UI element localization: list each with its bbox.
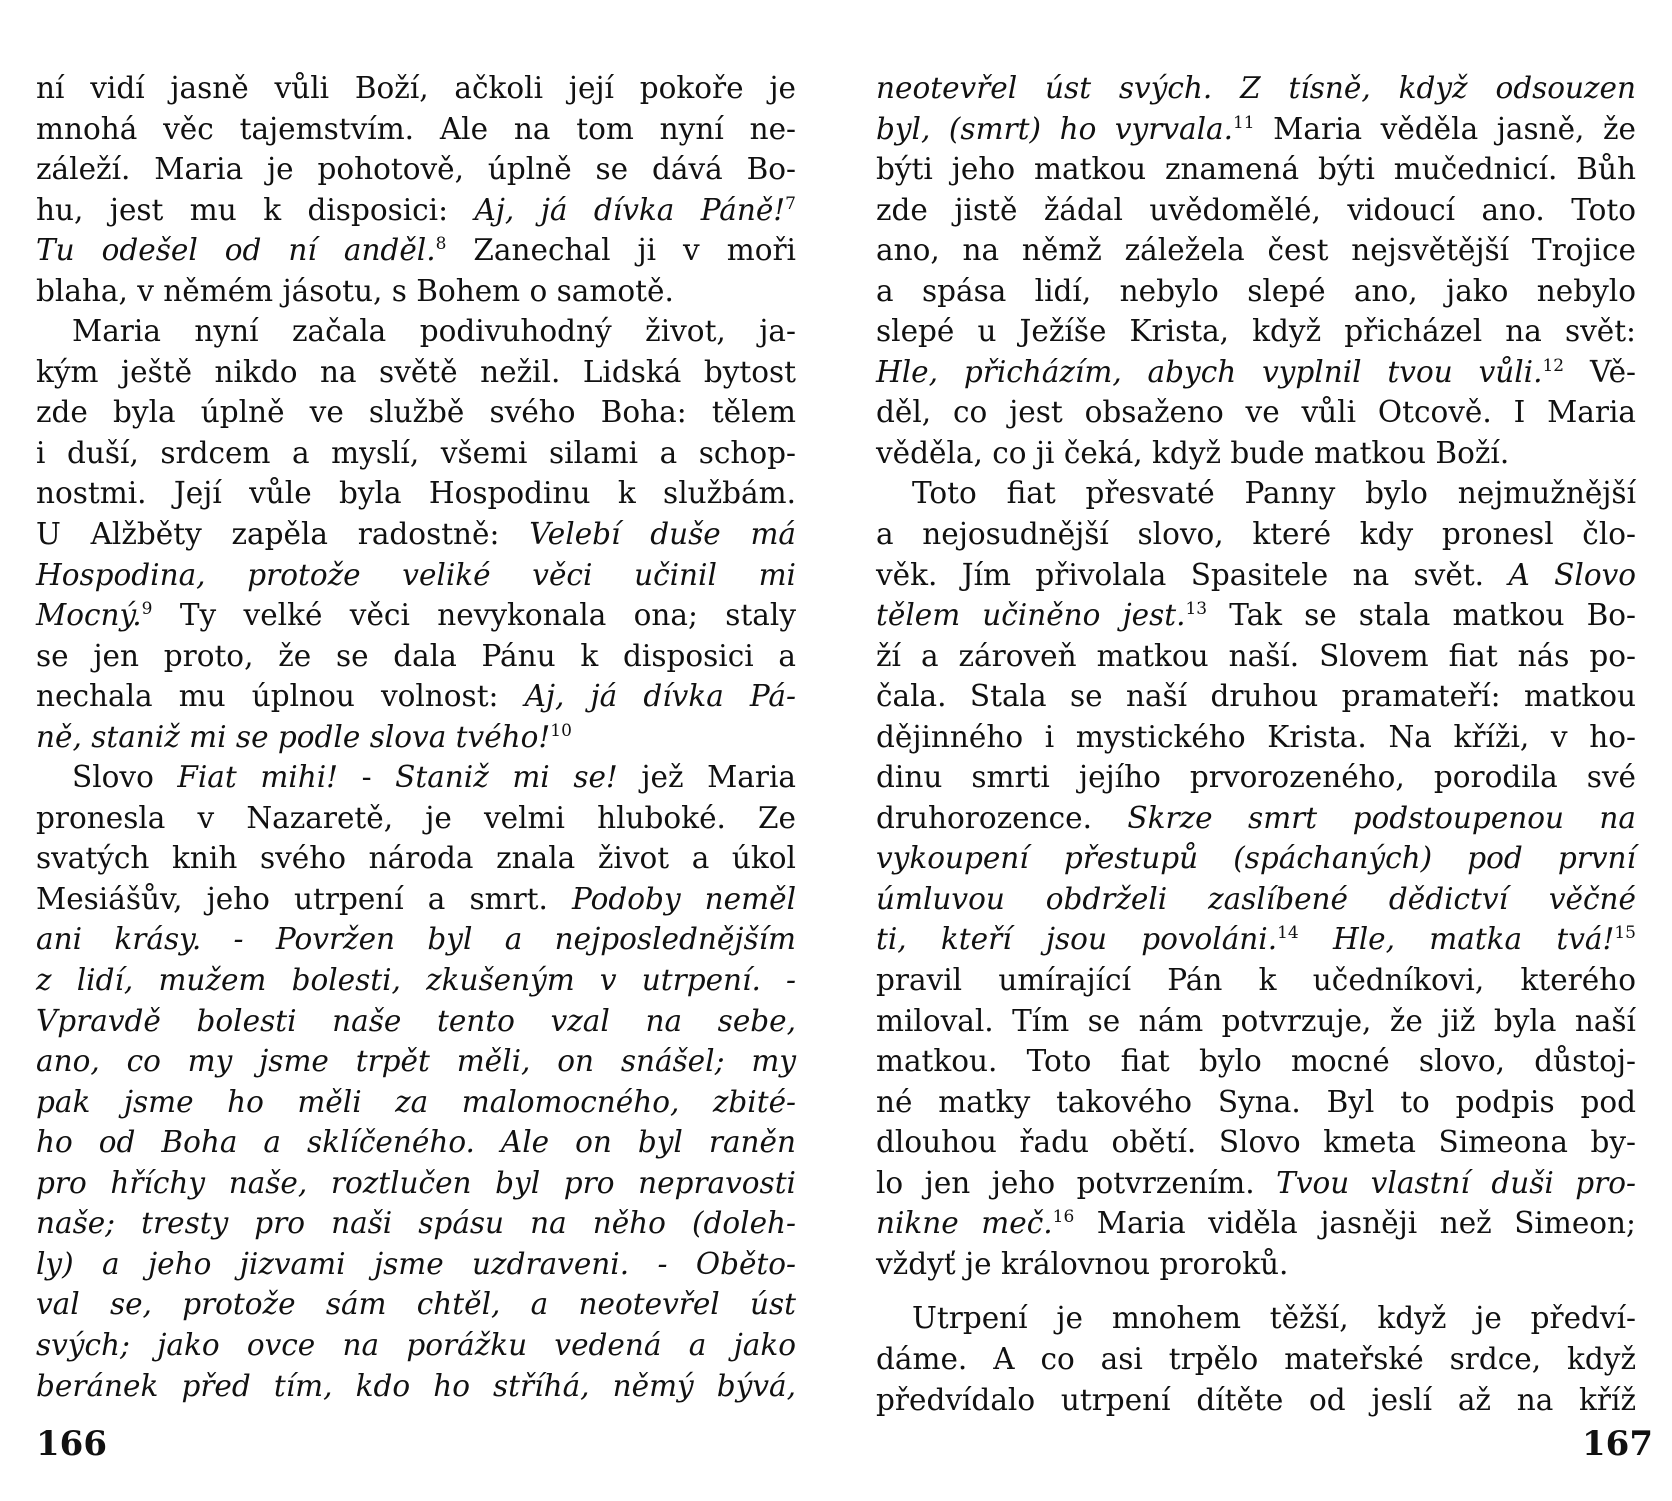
italic-quote: Fiat mihi! bbox=[177, 760, 339, 795]
italic-quote: z lidí, mužem bolesti, zkušeným v utrpení. - bbox=[36, 963, 796, 998]
text-line bbox=[36, 1122, 796, 1163]
text-line bbox=[876, 271, 1636, 312]
text-line bbox=[876, 514, 1636, 555]
page-number-left: 166 bbox=[36, 1424, 107, 1464]
text-run: se jen proto, že se dala Pánu k disposici a bbox=[36, 638, 796, 673]
italic-quote: naše; tresty pro naši spásu na něho (doleh- bbox=[36, 1206, 796, 1241]
footnote-marker: 7 bbox=[785, 193, 796, 214]
text-line bbox=[876, 68, 1636, 109]
text-line bbox=[36, 230, 796, 271]
text-line bbox=[36, 676, 796, 717]
text-line bbox=[36, 433, 796, 474]
text-line bbox=[876, 1380, 1636, 1421]
text-line bbox=[876, 190, 1636, 231]
text-line bbox=[876, 433, 1636, 474]
italic-quote: Staniž mi se! bbox=[395, 760, 618, 795]
text-run: předvídalo utrpení dítěte od jeslí až na kříž bbox=[876, 1382, 1636, 1417]
text-line bbox=[876, 676, 1636, 717]
text-line bbox=[876, 919, 1636, 960]
text-line bbox=[876, 149, 1636, 190]
text-line bbox=[36, 149, 796, 190]
italic-quote: Hle, matka tvá! bbox=[1333, 922, 1615, 957]
footnote-marker: 9 bbox=[141, 599, 153, 620]
italic-quote: pak jsme ho měli za malomocného, zbité- bbox=[36, 1084, 796, 1119]
text-line bbox=[36, 311, 796, 352]
footnote-marker: 13 bbox=[1185, 599, 1208, 620]
italic-quote: svých; jako ovce na porážku vedená a jako bbox=[36, 1327, 796, 1362]
italic-quote: val se, protože sám chtěl, a neotevřel úst bbox=[36, 1287, 796, 1322]
text-run: Slovo bbox=[72, 760, 178, 795]
footnote-marker: 16 bbox=[1052, 1207, 1075, 1228]
italic-quote: tělem učiněno jest. bbox=[876, 598, 1186, 633]
italic-quote: úmluvou obdrželi zaslíbené dědictví věčné bbox=[876, 881, 1636, 916]
italic-quote: nikne meč. bbox=[876, 1206, 1053, 1241]
text-run: a spása lidí, nebylo slepé ano, jako nebylo bbox=[876, 273, 1636, 308]
text-line bbox=[876, 1244, 1636, 1285]
text-run: dáme. A co asi trpělo mateřské srdce, když bbox=[876, 1341, 1636, 1376]
right-page-body bbox=[876, 68, 1636, 1420]
text-line bbox=[876, 230, 1636, 271]
italic-quote: Aj, já dívka Pá- bbox=[524, 679, 796, 714]
text-line bbox=[36, 1041, 796, 1082]
italic-quote: Velebí duše má bbox=[529, 517, 796, 552]
text-run: lo jen jeho potvrzením. bbox=[876, 1165, 1277, 1200]
text-run: Tak se stala matkou Bo- bbox=[1207, 598, 1636, 633]
italic-quote: pro hříchy naše, roztlučen byl pro nepravosti bbox=[36, 1165, 796, 1200]
text-run: Maria věděla jasně, že bbox=[1254, 111, 1636, 146]
text-run: dlouhou řadu obětí. Slovo kmeta Simeona by- bbox=[876, 1125, 1636, 1160]
text-run: Utrpení je mnohem těžší, když je předví- bbox=[912, 1301, 1636, 1336]
text-run: Zanechal ji v moři bbox=[446, 233, 796, 268]
italic-quote: neotevřel úst svých. Z tísně, když odsouzen bbox=[876, 71, 1636, 105]
text-run: ano, na němž záležela čest nejsvětější Trojice bbox=[876, 233, 1636, 268]
text-run: i duší, srdcem a myslí, všemi silami a schop- bbox=[36, 435, 796, 470]
text-run: Mesiášův, jeho utrpení a smrt. bbox=[36, 881, 572, 916]
italic-quote: Tvou vlastní duši pro- bbox=[1276, 1165, 1636, 1200]
text-line bbox=[876, 717, 1636, 758]
italic-quote: ho od Boha a sklíčeného. Ale on byl raněn bbox=[36, 1125, 796, 1160]
italic-quote: ani krásy. - Povržen byl a nejposlednějším bbox=[36, 922, 796, 957]
text-run: děl, co jest obsaženo ve vůli Otcově. I Maria bbox=[876, 395, 1636, 430]
text-run: dějinného i mystického Krista. Na kříži, v ho- bbox=[876, 719, 1636, 754]
text-run: nostmi. Její vůle byla Hospodinu k službám. bbox=[36, 476, 796, 511]
text-run: záleží. Maria je pohotově, úplně se dává Bo- bbox=[36, 152, 796, 187]
footnote-marker: 10 bbox=[550, 720, 572, 741]
text-run: nechala mu úplnou volnost: bbox=[36, 679, 525, 714]
italic-quote: ně, staniž mi se podle slova tvého! bbox=[36, 719, 551, 754]
text-run: hu, jest mu k disposici: bbox=[36, 192, 475, 227]
text-run: druhorozence. bbox=[876, 800, 1128, 835]
footnote-marker: 8 bbox=[435, 234, 447, 255]
text-run: kým ještě nikdo na světě nežil. Lidská bytost bbox=[36, 354, 796, 389]
text-run: pronesla v Nazaretě, je velmi hluboké. Ze bbox=[36, 800, 796, 835]
text-run: zde byla úplně ve službě svého Boha: tělem bbox=[36, 395, 796, 430]
text-line bbox=[36, 1082, 796, 1123]
text-line bbox=[876, 1339, 1636, 1380]
text-run: věk. Jím přivolala Spasitele na svět. bbox=[876, 557, 1509, 592]
italic-quote: ano, co my jsme trpět měli, on snášel; my bbox=[36, 1044, 796, 1079]
text-run: věděla, co ji čeká, když bude matkou Boží. bbox=[876, 435, 1510, 470]
text-line bbox=[36, 1366, 796, 1407]
text-line bbox=[876, 109, 1636, 150]
text-run: pravil umírající Pán k učedníkovi, kterého bbox=[876, 963, 1636, 998]
text-line bbox=[876, 392, 1636, 433]
italic-quote: byl, (smrt) ho vyrvala. bbox=[876, 111, 1233, 146]
text-line bbox=[36, 595, 796, 636]
text-run: vždyť je královnou proroků. bbox=[876, 1246, 1289, 1281]
text-line bbox=[876, 1041, 1636, 1082]
text-line bbox=[876, 595, 1636, 636]
text-run: zde jistě žádal uvědomělé, vidoucí ano. Toto bbox=[876, 192, 1636, 227]
text-run: čala. Stala se naší druhou pramateří: matkou bbox=[876, 679, 1636, 714]
text-line bbox=[36, 1203, 796, 1244]
text-line bbox=[36, 271, 796, 312]
text-line bbox=[876, 311, 1636, 352]
text-line bbox=[876, 1082, 1636, 1123]
text-line bbox=[36, 879, 796, 920]
text-line bbox=[876, 757, 1636, 798]
text-run: mnohá věc tajemstvím. Ale na tom nyní ne- bbox=[36, 111, 796, 146]
text-run bbox=[1299, 922, 1333, 956]
text-line bbox=[876, 1298, 1636, 1339]
text-line bbox=[876, 798, 1636, 839]
text-line bbox=[36, 352, 796, 393]
text-run: a nejosudnější slovo, které kdy pronesl člo- bbox=[876, 517, 1636, 552]
footnote-marker: 14 bbox=[1277, 923, 1299, 944]
text-line bbox=[36, 636, 796, 677]
left-page-body bbox=[36, 68, 796, 1406]
text-run: jež Maria bbox=[617, 760, 796, 795]
text-line bbox=[36, 1001, 796, 1042]
text-run: Maria viděla jasněji než Simeon; bbox=[1074, 1206, 1636, 1241]
text-line bbox=[36, 1244, 796, 1285]
text-line bbox=[36, 392, 796, 433]
italic-quote: vykoupení přestupů (spáchaných) pod první bbox=[876, 841, 1636, 876]
text-line bbox=[876, 960, 1636, 1001]
italic-quote: Tu odešel od ní anděl. bbox=[36, 233, 436, 268]
text-line bbox=[36, 919, 796, 960]
italic-quote: ly) a jeho jizvami jsme uzdraveni. - Oběto- bbox=[36, 1246, 796, 1281]
italic-quote: Vpravdě bolesti naše tento vzal na sebe, bbox=[36, 1003, 796, 1038]
text-line bbox=[876, 879, 1636, 920]
text-line bbox=[36, 960, 796, 1001]
text-line bbox=[36, 798, 796, 839]
text-line bbox=[876, 1163, 1636, 1204]
italic-quote: Skrze smrt podstoupenou na bbox=[1127, 800, 1637, 835]
text-run: ní vidí jasně vůli Boží, ačkoli její pokoře je bbox=[36, 71, 796, 105]
text-run: dinu smrti jejího prvorozeného, porodila své bbox=[876, 760, 1636, 795]
text-run: Vě- bbox=[1564, 354, 1636, 389]
italic-quote: Hle, přicházím, abych vyplnil tvou vůli. bbox=[876, 354, 1543, 389]
text-line bbox=[36, 555, 796, 596]
text-line bbox=[36, 717, 796, 758]
text-line bbox=[36, 514, 796, 555]
italic-quote: A Slovo bbox=[1508, 557, 1637, 592]
italic-quote: Aj, já dívka Páně! bbox=[474, 192, 786, 227]
text-line bbox=[876, 555, 1636, 596]
footnote-marker: 15 bbox=[1614, 923, 1636, 944]
text-run: matkou. Toto fiat bylo mocné slovo, důstoj- bbox=[876, 1044, 1636, 1079]
italic-quote: Hospodina, protože veliké věci učinil mi bbox=[36, 557, 796, 592]
text-line bbox=[876, 636, 1636, 677]
text-line bbox=[36, 68, 796, 109]
italic-quote: beránek před tím, kdo ho stříhá, němý bývá, bbox=[36, 1368, 796, 1403]
text-line bbox=[36, 838, 796, 879]
text-line bbox=[876, 1001, 1636, 1042]
text-run: Toto fiat přesvaté Panny bylo nejmužnější bbox=[912, 476, 1636, 511]
text-run: - bbox=[338, 760, 396, 795]
italic-quote: ti, kteří jsou povoláni. bbox=[876, 922, 1278, 957]
italic-quote: Mocný. bbox=[36, 598, 142, 633]
text-run: U Alžběty zapěla radostně: bbox=[36, 517, 530, 552]
text-run: Ty velké věci nevykonala ona; staly bbox=[152, 598, 796, 633]
text-line bbox=[876, 1122, 1636, 1163]
text-line bbox=[36, 1163, 796, 1204]
text-line bbox=[36, 190, 796, 231]
text-line bbox=[36, 109, 796, 150]
text-line bbox=[36, 757, 796, 798]
text-line bbox=[36, 473, 796, 514]
text-run: slepé u Ježíše Krista, když přicházel na svět: bbox=[876, 314, 1636, 349]
text-line bbox=[876, 1203, 1636, 1244]
footnote-marker: 11 bbox=[1232, 112, 1255, 133]
text-run: blaha, v němém jásotu, s Bohem o samotě. bbox=[36, 273, 674, 308]
text-run: miloval. Tím se nám potvrzuje, že již byla naší bbox=[876, 1003, 1636, 1038]
text-run: Maria nyní začala podivuhodný život, ja- bbox=[72, 314, 796, 349]
text-line bbox=[36, 1325, 796, 1366]
text-run: býti jeho matkou znamená býti mučednicí. Bůh bbox=[876, 152, 1636, 187]
page-number-right: 167 bbox=[1582, 1424, 1653, 1464]
text-line bbox=[876, 473, 1636, 514]
footnote-marker: 12 bbox=[1542, 356, 1565, 376]
text-line bbox=[876, 352, 1636, 393]
text-run: ží a zároveň matkou naší. Slovem fiat nás po- bbox=[876, 638, 1636, 673]
italic-quote: Podoby neměl bbox=[572, 881, 797, 916]
text-line bbox=[36, 1284, 796, 1325]
text-run: svatých knih svého národa znala život a úkol bbox=[36, 841, 796, 876]
text-run: né matky takového Syna. Byl to podpis pod bbox=[876, 1084, 1636, 1119]
text-line bbox=[876, 838, 1636, 879]
